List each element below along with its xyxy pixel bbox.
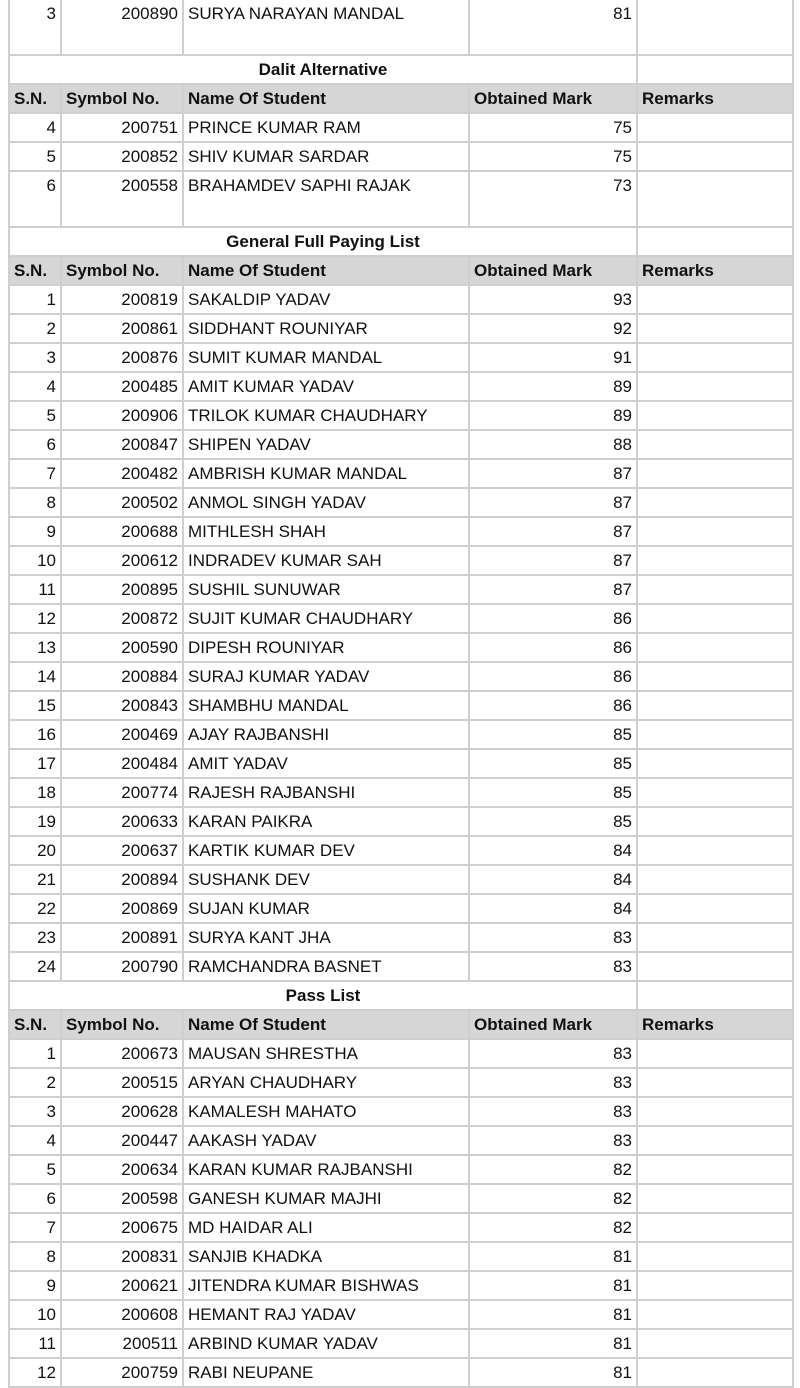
name-cell: SANJIB KHADKA [184, 1243, 470, 1272]
name-cell: SHIV KUMAR SARDAR [184, 143, 470, 172]
table-row [8, 895, 794, 924]
table-row [8, 373, 794, 402]
symbol-cell: 200894 [62, 866, 184, 895]
table-row [8, 866, 794, 895]
table-row [8, 953, 794, 982]
remarks-cell [638, 489, 794, 518]
table-row [8, 721, 794, 750]
symbol-cell: 200884 [62, 663, 184, 692]
results-table-body [8, 0, 794, 1388]
table-row [8, 460, 794, 489]
mark-cell: 83 [470, 1127, 638, 1156]
symbol-cell: 200843 [62, 692, 184, 721]
remarks-cell [638, 1214, 794, 1243]
remarks-cell [638, 460, 794, 489]
mark-cell: 87 [470, 489, 638, 518]
remarks-cell [638, 1330, 794, 1359]
mark-cell: 83 [470, 1040, 638, 1069]
section-title: General Full Paying List [8, 228, 638, 257]
symbol-cell: 200590 [62, 634, 184, 663]
name-cell: PRINCE KUMAR RAM [184, 114, 470, 143]
sn-cell: 4 [8, 114, 62, 143]
name-cell: SURYA NARAYAN MANDAL [184, 0, 470, 56]
remarks-cell [638, 315, 794, 344]
sn-cell: 9 [8, 518, 62, 547]
header-mark: Obtained Mark [470, 1011, 638, 1040]
remarks-cell [638, 1301, 794, 1330]
symbol-cell: 200612 [62, 547, 184, 576]
remarks-cell [638, 0, 794, 56]
sn-cell: 5 [8, 1156, 62, 1185]
table-row [8, 114, 794, 143]
mark-cell: 84 [470, 837, 638, 866]
header-symbol: Symbol No. [62, 85, 184, 114]
sn-cell: 1 [8, 286, 62, 315]
mark-cell: 88 [470, 431, 638, 460]
remarks-cell [638, 721, 794, 750]
symbol-cell: 200861 [62, 315, 184, 344]
mark-cell: 83 [470, 1069, 638, 1098]
symbol-cell: 200558 [62, 172, 184, 228]
symbol-cell: 200469 [62, 721, 184, 750]
table-header-row [8, 1011, 794, 1040]
remarks-cell [638, 1359, 794, 1388]
remarks-cell [638, 402, 794, 431]
header-symbol: Symbol No. [62, 257, 184, 286]
remarks-cell [638, 663, 794, 692]
name-cell: SHIPEN YADAV [184, 431, 470, 460]
symbol-cell: 200598 [62, 1185, 184, 1214]
name-cell: RAJESH RAJBANSHI [184, 779, 470, 808]
sn-cell: 22 [8, 895, 62, 924]
mark-cell: 73 [470, 172, 638, 228]
symbol-cell: 200774 [62, 779, 184, 808]
table-row [8, 663, 794, 692]
table-row [8, 489, 794, 518]
sn-cell: 5 [8, 143, 62, 172]
section-title: Dalit Alternative [8, 56, 638, 85]
name-cell: DIPESH ROUNIYAR [184, 634, 470, 663]
table-row [8, 1359, 794, 1388]
sn-cell: 16 [8, 721, 62, 750]
remarks-cell [638, 924, 794, 953]
sn-cell: 20 [8, 837, 62, 866]
name-cell: AMBRISH KUMAR MANDAL [184, 460, 470, 489]
remarks-cell [638, 143, 794, 172]
results-table [8, 0, 794, 1388]
header-symbol: Symbol No. [62, 1011, 184, 1040]
symbol-cell: 200634 [62, 1156, 184, 1185]
symbol-cell: 200502 [62, 489, 184, 518]
mark-cell: 83 [470, 924, 638, 953]
remarks-cell [638, 866, 794, 895]
remarks-cell [638, 373, 794, 402]
symbol-cell: 200688 [62, 518, 184, 547]
table-header-row [8, 257, 794, 286]
mark-cell: 87 [470, 460, 638, 489]
mark-cell: 81 [470, 1359, 638, 1388]
sn-cell: 13 [8, 634, 62, 663]
sn-cell: 4 [8, 1127, 62, 1156]
sn-cell: 2 [8, 315, 62, 344]
section-title-row [8, 982, 794, 1011]
remarks-cell [638, 634, 794, 663]
remarks-cell [638, 808, 794, 837]
remarks-cell [638, 286, 794, 315]
mark-cell: 81 [470, 1330, 638, 1359]
table-row [8, 0, 794, 56]
header-sn: S.N. [8, 257, 62, 286]
name-cell: SURAJ KUMAR YADAV [184, 663, 470, 692]
sn-cell: 9 [8, 1272, 62, 1301]
sn-cell: 7 [8, 460, 62, 489]
table-row [8, 172, 794, 228]
sn-cell: 17 [8, 750, 62, 779]
mark-cell: 89 [470, 373, 638, 402]
name-cell: KARTIK KUMAR DEV [184, 837, 470, 866]
remarks-cell [638, 1243, 794, 1272]
symbol-cell: 200869 [62, 895, 184, 924]
name-cell: SUJAN KUMAR [184, 895, 470, 924]
table-row [8, 576, 794, 605]
symbol-cell: 200872 [62, 605, 184, 634]
sn-cell: 8 [8, 489, 62, 518]
sn-cell: 12 [8, 605, 62, 634]
header-remarks: Remarks [638, 1011, 794, 1040]
mark-cell: 82 [470, 1185, 638, 1214]
header-remarks: Remarks [638, 85, 794, 114]
name-cell: HEMANT RAJ YADAV [184, 1301, 470, 1330]
header-sn: S.N. [8, 85, 62, 114]
remarks-cell [638, 344, 794, 373]
table-row [8, 1243, 794, 1272]
sn-cell: 3 [8, 344, 62, 373]
remarks-cell [638, 605, 794, 634]
sn-cell: 19 [8, 808, 62, 837]
remarks-cell [638, 1069, 794, 1098]
remarks-cell [638, 953, 794, 982]
sn-cell: 5 [8, 402, 62, 431]
mark-cell: 87 [470, 547, 638, 576]
symbol-cell: 200608 [62, 1301, 184, 1330]
sn-cell: 24 [8, 953, 62, 982]
symbol-cell: 200790 [62, 953, 184, 982]
header-name: Name Of Student [184, 1011, 470, 1040]
table-row [8, 1330, 794, 1359]
remarks-cell [638, 1127, 794, 1156]
sn-cell: 21 [8, 866, 62, 895]
name-cell: ARYAN CHAUDHARY [184, 1069, 470, 1098]
remarks-cell [638, 172, 794, 228]
section-title-remarks-cell [638, 228, 794, 257]
symbol-cell: 200819 [62, 286, 184, 315]
remarks-cell [638, 576, 794, 605]
name-cell: MAUSAN SHRESTHA [184, 1040, 470, 1069]
table-row [8, 431, 794, 460]
name-cell: TRILOK KUMAR CHAUDHARY [184, 402, 470, 431]
table-row [8, 1040, 794, 1069]
mark-cell: 93 [470, 286, 638, 315]
table-row [8, 1156, 794, 1185]
sn-cell: 6 [8, 1185, 62, 1214]
mark-cell: 86 [470, 663, 638, 692]
header-sn: S.N. [8, 1011, 62, 1040]
mark-cell: 85 [470, 779, 638, 808]
table-row [8, 1214, 794, 1243]
table-row [8, 605, 794, 634]
symbol-cell: 200876 [62, 344, 184, 373]
header-mark: Obtained Mark [470, 257, 638, 286]
sn-cell: 7 [8, 1214, 62, 1243]
symbol-cell: 200906 [62, 402, 184, 431]
mark-cell: 85 [470, 808, 638, 837]
sn-cell: 14 [8, 663, 62, 692]
mark-cell: 75 [470, 143, 638, 172]
remarks-cell [638, 750, 794, 779]
symbol-cell: 200890 [62, 0, 184, 56]
header-mark: Obtained Mark [470, 85, 638, 114]
name-cell: KAMALESH MAHATO [184, 1098, 470, 1127]
symbol-cell: 200751 [62, 114, 184, 143]
sn-cell: 2 [8, 1069, 62, 1098]
name-cell: ANMOL SINGH YADAV [184, 489, 470, 518]
name-cell: INDRADEV KUMAR SAH [184, 547, 470, 576]
symbol-cell: 200852 [62, 143, 184, 172]
name-cell: KARAN PAIKRA [184, 808, 470, 837]
table-row [8, 1098, 794, 1127]
sn-cell: 10 [8, 547, 62, 576]
symbol-cell: 200484 [62, 750, 184, 779]
symbol-cell: 200673 [62, 1040, 184, 1069]
mark-cell: 84 [470, 866, 638, 895]
remarks-cell [638, 1156, 794, 1185]
name-cell: GANESH KUMAR MAJHI [184, 1185, 470, 1214]
name-cell: JITENDRA KUMAR BISHWAS [184, 1272, 470, 1301]
symbol-cell: 200759 [62, 1359, 184, 1388]
name-cell: SUSHIL SUNUWAR [184, 576, 470, 605]
symbol-cell: 200637 [62, 837, 184, 866]
symbol-cell: 200895 [62, 576, 184, 605]
name-cell: BRAHAMDEV SAPHI RAJAK [184, 172, 470, 228]
symbol-cell: 200447 [62, 1127, 184, 1156]
table-row [8, 1127, 794, 1156]
table-row [8, 547, 794, 576]
mark-cell: 81 [470, 1301, 638, 1330]
section-title: Pass List [8, 982, 638, 1011]
header-remarks: Remarks [638, 257, 794, 286]
mark-cell: 86 [470, 605, 638, 634]
table-row [8, 1301, 794, 1330]
name-cell: AMIT YADAV [184, 750, 470, 779]
table-row [8, 634, 794, 663]
symbol-cell: 200515 [62, 1069, 184, 1098]
symbol-cell: 200633 [62, 808, 184, 837]
name-cell: SURYA KANT JHA [184, 924, 470, 953]
section-title-remarks-cell [638, 56, 794, 85]
table-row [8, 750, 794, 779]
mark-cell: 82 [470, 1156, 638, 1185]
table-row [8, 402, 794, 431]
symbol-cell: 200621 [62, 1272, 184, 1301]
name-cell: MD HAIDAR ALI [184, 1214, 470, 1243]
name-cell: AAKASH YADAV [184, 1127, 470, 1156]
section-title-row [8, 56, 794, 85]
mark-cell: 85 [470, 750, 638, 779]
name-cell: SUSHANK DEV [184, 866, 470, 895]
mark-cell: 86 [470, 634, 638, 663]
remarks-cell [638, 547, 794, 576]
mark-cell: 92 [470, 315, 638, 344]
remarks-cell [638, 837, 794, 866]
mark-cell: 87 [470, 576, 638, 605]
name-cell: RAMCHANDRA BASNET [184, 953, 470, 982]
remarks-cell [638, 779, 794, 808]
mark-cell: 81 [470, 1243, 638, 1272]
remarks-cell [638, 692, 794, 721]
remarks-cell [638, 518, 794, 547]
table-row [8, 286, 794, 315]
mark-cell: 81 [470, 0, 638, 56]
sn-cell: 4 [8, 373, 62, 402]
table-row [8, 143, 794, 172]
mark-cell: 91 [470, 344, 638, 373]
mark-cell: 83 [470, 1098, 638, 1127]
table-row [8, 779, 794, 808]
name-cell: SIDDHANT ROUNIYAR [184, 315, 470, 344]
remarks-cell [638, 114, 794, 143]
mark-cell: 89 [470, 402, 638, 431]
mark-cell: 83 [470, 953, 638, 982]
name-cell: ARBIND KUMAR YADAV [184, 1330, 470, 1359]
remarks-cell [638, 1040, 794, 1069]
remarks-cell [638, 431, 794, 460]
mark-cell: 86 [470, 692, 638, 721]
section-title-row [8, 228, 794, 257]
table-row [8, 837, 794, 866]
table-row [8, 808, 794, 837]
mark-cell: 75 [470, 114, 638, 143]
name-cell: AMIT KUMAR YADAV [184, 373, 470, 402]
table-row [8, 1272, 794, 1301]
table-row [8, 518, 794, 547]
sn-cell: 12 [8, 1359, 62, 1388]
table-row [8, 315, 794, 344]
sn-cell: 10 [8, 1301, 62, 1330]
sn-cell: 15 [8, 692, 62, 721]
mark-cell: 82 [470, 1214, 638, 1243]
symbol-cell: 200831 [62, 1243, 184, 1272]
section-title-remarks-cell [638, 982, 794, 1011]
name-cell: SHAMBHU MANDAL [184, 692, 470, 721]
table-row [8, 924, 794, 953]
sn-cell: 18 [8, 779, 62, 808]
table-row [8, 692, 794, 721]
name-cell: MITHLESH SHAH [184, 518, 470, 547]
remarks-cell [638, 1098, 794, 1127]
sn-cell: 6 [8, 172, 62, 228]
name-cell: SAKALDIP YADAV [184, 286, 470, 315]
remarks-cell [638, 1272, 794, 1301]
table-row [8, 344, 794, 373]
symbol-cell: 200891 [62, 924, 184, 953]
symbol-cell: 200675 [62, 1214, 184, 1243]
table-row [8, 1185, 794, 1214]
sn-cell: 1 [8, 1040, 62, 1069]
sn-cell: 11 [8, 1330, 62, 1359]
symbol-cell: 200628 [62, 1098, 184, 1127]
table-header-row [8, 85, 794, 114]
table-row [8, 1069, 794, 1098]
sn-cell: 3 [8, 0, 62, 56]
header-name: Name Of Student [184, 257, 470, 286]
mark-cell: 85 [470, 721, 638, 750]
name-cell: SUJIT KUMAR CHAUDHARY [184, 605, 470, 634]
remarks-cell [638, 895, 794, 924]
mark-cell: 84 [470, 895, 638, 924]
mark-cell: 81 [470, 1272, 638, 1301]
header-name: Name Of Student [184, 85, 470, 114]
sn-cell: 23 [8, 924, 62, 953]
sn-cell: 3 [8, 1098, 62, 1127]
name-cell: AJAY RAJBANSHI [184, 721, 470, 750]
remarks-cell [638, 1185, 794, 1214]
name-cell: KARAN KUMAR RAJBANSHI [184, 1156, 470, 1185]
sn-cell: 8 [8, 1243, 62, 1272]
symbol-cell: 200485 [62, 373, 184, 402]
name-cell: RABI NEUPANE [184, 1359, 470, 1388]
symbol-cell: 200511 [62, 1330, 184, 1359]
name-cell: SUMIT KUMAR MANDAL [184, 344, 470, 373]
symbol-cell: 200482 [62, 460, 184, 489]
sn-cell: 11 [8, 576, 62, 605]
symbol-cell: 200847 [62, 431, 184, 460]
mark-cell: 87 [470, 518, 638, 547]
sn-cell: 6 [8, 431, 62, 460]
